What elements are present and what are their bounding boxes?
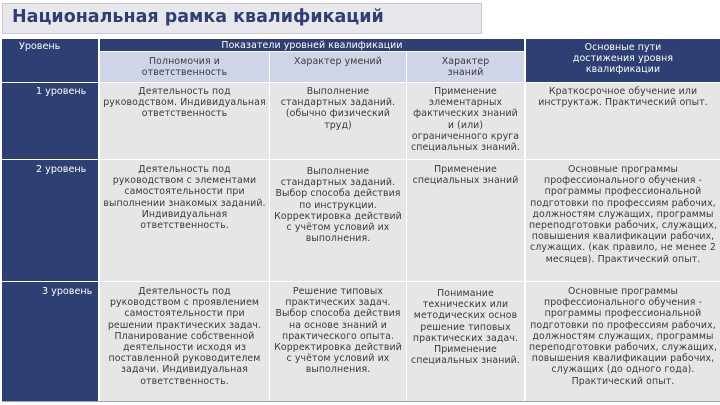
row-2-skills-text: Выполнение стандартных заданий. Выбор способа действия по инструкции. Корректировка действий с учётом условий их выполнения. (274, 166, 402, 245)
row-1-powers-text: Деятельность под руководством. Индивидуальная ответственность (103, 86, 266, 120)
row-2-level-cell (2, 160, 98, 281)
row-2-powers-cell (100, 160, 269, 281)
row-3-skills-text: Решение типовых практических задач. Выбор способа действия на основе знаний и практического опыта. Корректировка действий с учётом условий их выполнения. (274, 286, 402, 376)
row-2-paths-cell (526, 160, 720, 281)
header-level-cell (2, 39, 98, 82)
header-paths-label: Основные пути достижения уровня квалификации (572, 42, 674, 76)
header-skills-label: Характер умений (294, 56, 382, 67)
row-2-powers-text: Деятельность под руководством с элементами самостоятельности при выполнении знакомых заданий. Индивидуальная ответственность. (103, 164, 266, 232)
row-1-level-cell (2, 83, 98, 159)
header-indicators-cell (100, 39, 524, 51)
header-level-label: Уровень (19, 41, 61, 52)
row-2-paths-text: Основные программы профессионального обучения - программы профессиональной подготовки по профессиям рабочих, должностям служащих, программы переподготовки рабочих, служащих, повышения квалификации рабочих, служащих. (как правило, не менее 2 месяцев). Практический опыт. (528, 164, 718, 265)
row-1-level-label: 1 уровень (36, 86, 87, 97)
row-1-knowledge-cell (407, 83, 524, 159)
header-knowledge-cell (407, 52, 524, 82)
header-skills-cell (270, 52, 406, 82)
row-3-paths-text: Основные программы профессионального обучения - программы профессиональной подготовки по профессиям рабочих, должностям служащих, программы переподготовки рабочих, служащих, повышения квалификации рабочих, служащих (до одного года). Практический опыт. (528, 286, 718, 387)
header-powers-label: Полномочия и ответственность (141, 56, 228, 79)
header-powers-cell (100, 52, 269, 82)
header-paths-cell (526, 39, 720, 82)
row-2-knowledge-cell (407, 160, 524, 281)
row-1-knowledge-text: Применение элементарных фактических знаний и (или) ограниченного круга специальных знаний. (411, 86, 520, 154)
row-2-level-label: 2 уровень (36, 164, 87, 175)
table-bottom-border (2, 401, 720, 402)
row-1-paths-text: Краткосрочное обучение или инструктаж. Практический опыт. (538, 86, 708, 109)
header-indicators-label: Показатели уровней квалификации (221, 40, 403, 51)
row-3-powers-cell (100, 282, 269, 401)
page-title: Национальная рамка квалификаций (12, 7, 384, 27)
row-3-skills-cell (270, 282, 406, 401)
row-3-knowledge-text: Понимание технических или методических основ решение типовых практических задач. Применение специальных знаний. (411, 288, 520, 367)
row-1-skills-cell (270, 83, 406, 159)
row-1-powers-cell (100, 83, 269, 159)
header-knowledge-label: Характер знаний (441, 56, 490, 79)
row-3-level-label: 3 уровень (42, 286, 93, 297)
row-2-knowledge-text: Применение специальных знаний (412, 164, 519, 187)
row-1-paths-cell (526, 83, 720, 159)
row-1-skills-text: Выполнение стандартных заданий. (обычно физический труд) (280, 86, 396, 131)
row-3-level-cell (2, 282, 98, 401)
row-3-knowledge-cell (407, 282, 524, 401)
row-2-skills-cell (270, 160, 406, 281)
title-bar (2, 3, 482, 34)
row-3-powers-text: Деятельность под руководством с проявлением самостоятельности при решении практических задач. Планирование собственной деятельности исходя из поставленной руководителем задачи. Индивидуальная ответственность. (107, 286, 262, 387)
row-3-paths-cell (526, 282, 720, 401)
